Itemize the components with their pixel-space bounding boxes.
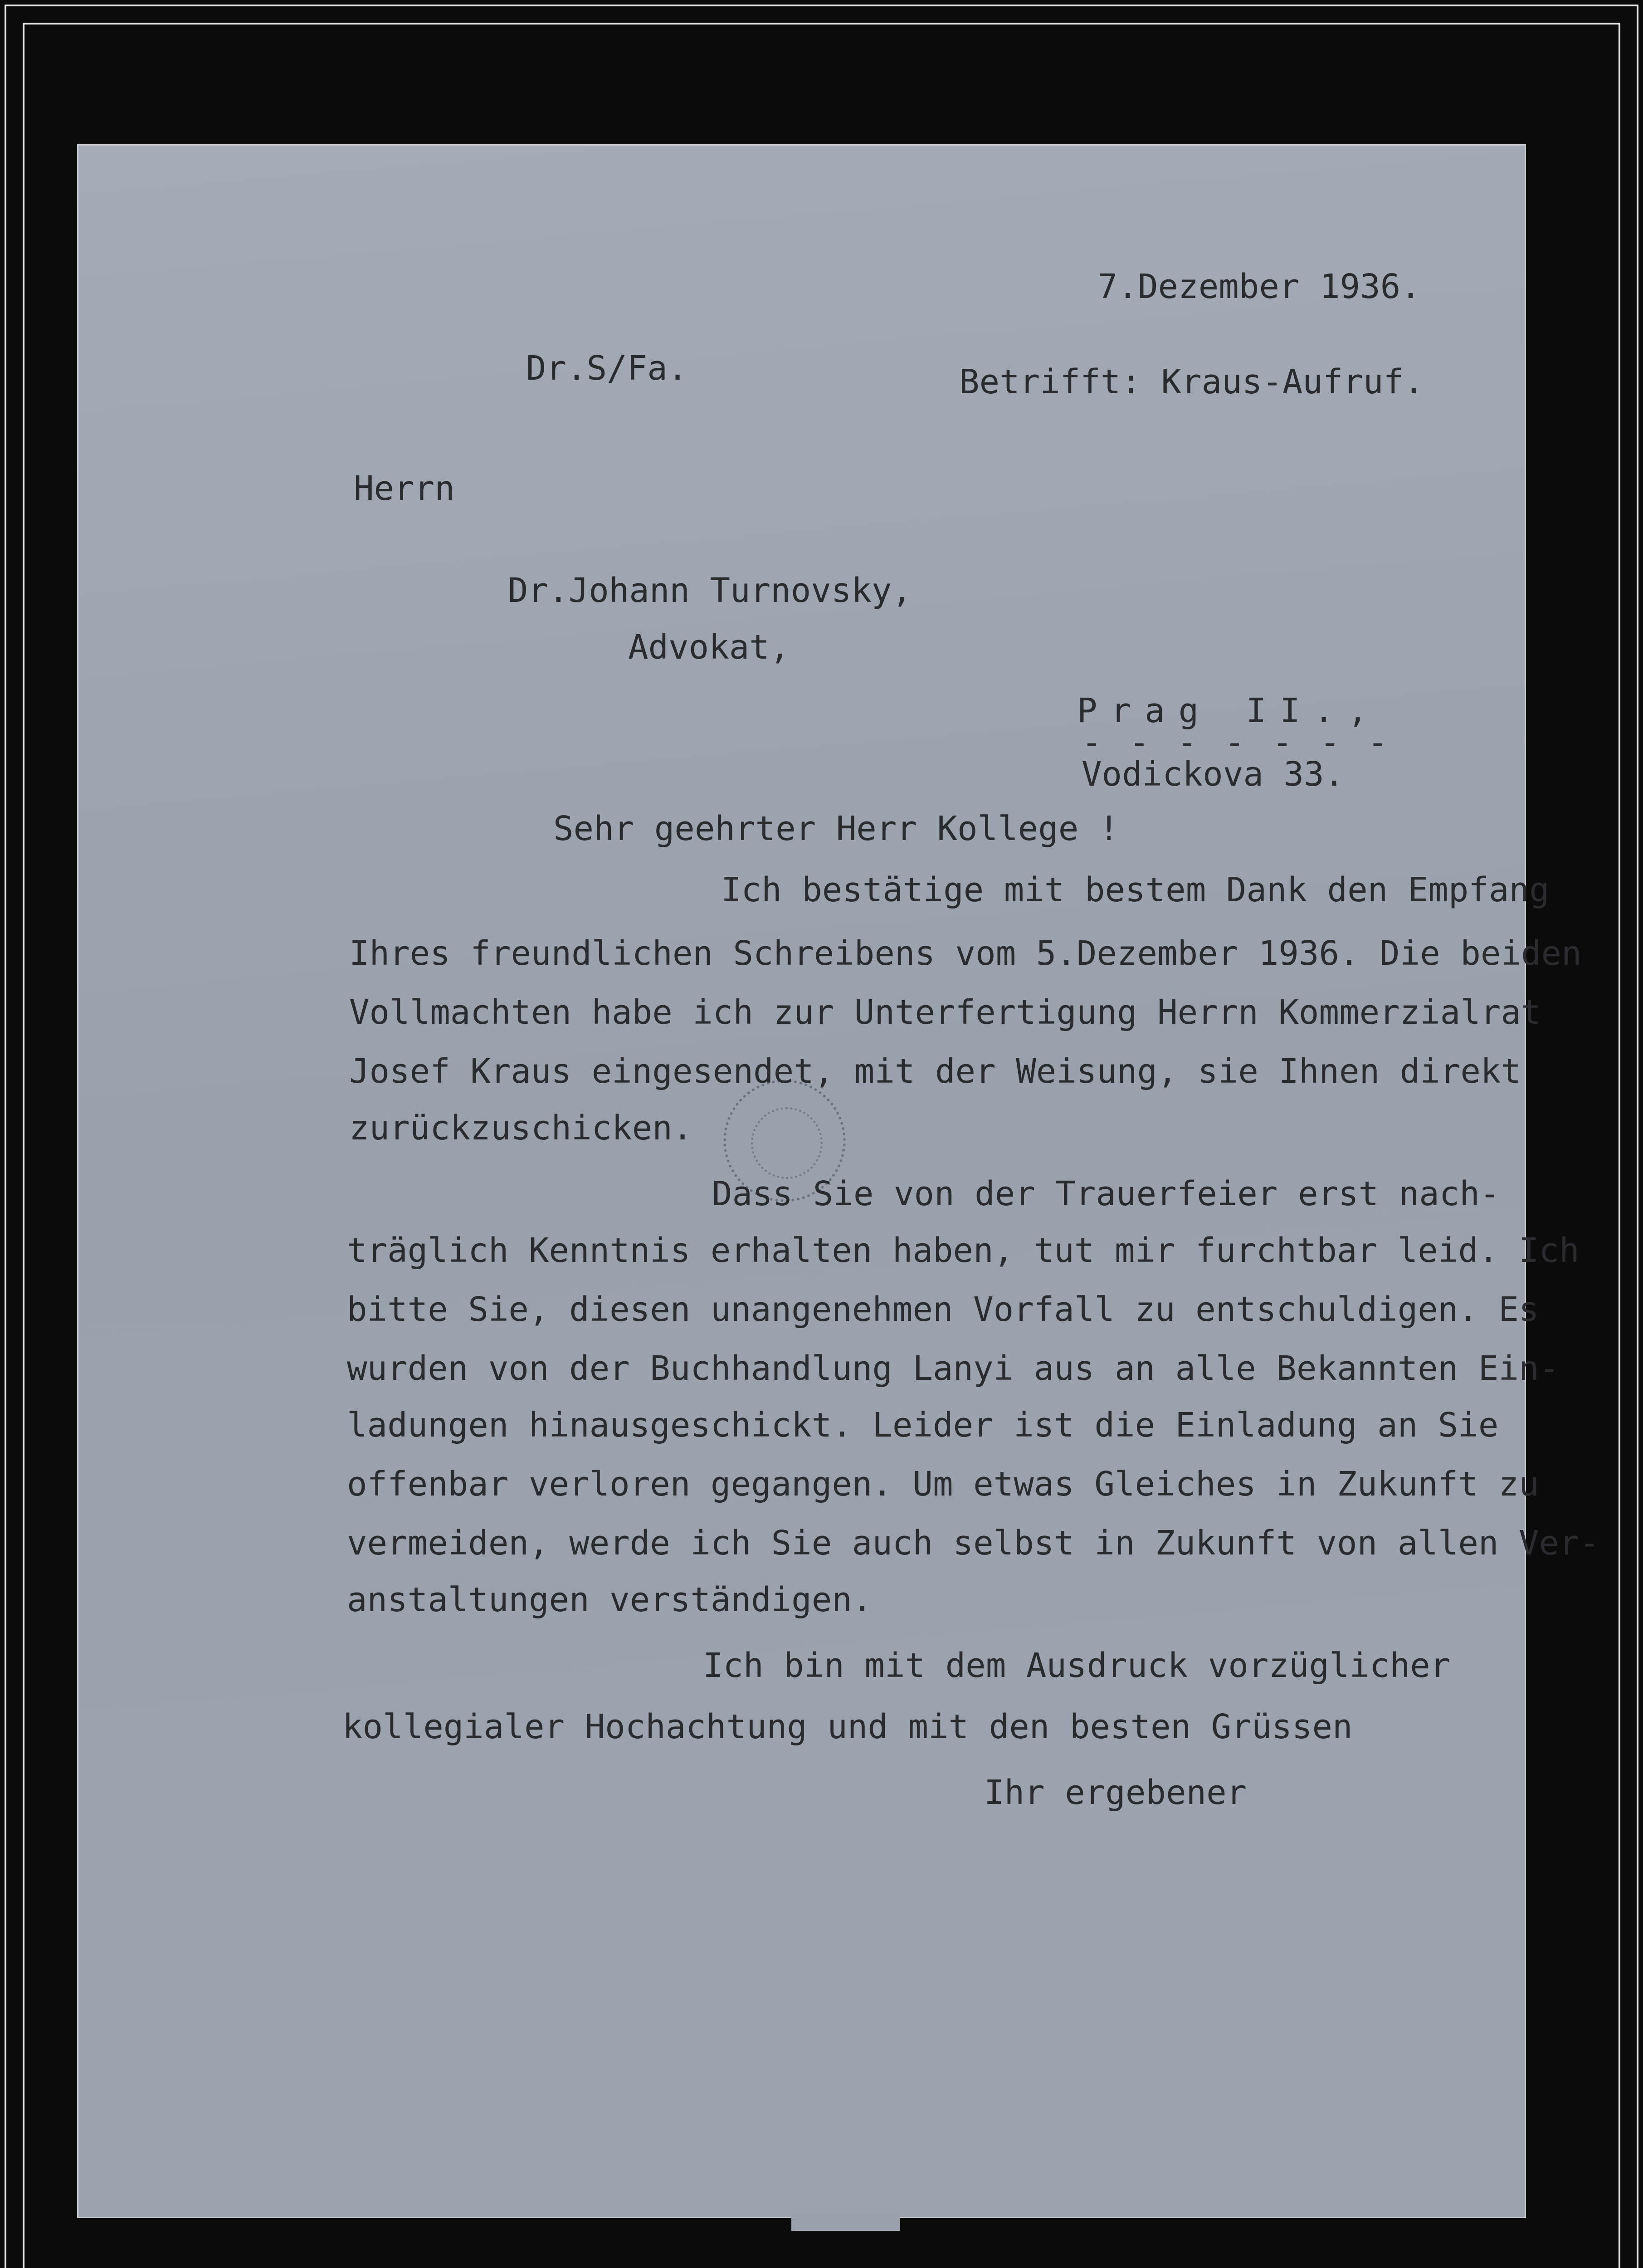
signoff: Ihr ergebener bbox=[984, 1773, 1247, 1812]
subject-line: Betrifft: Kraus-Aufruf. bbox=[959, 362, 1424, 401]
paragraph2-line: offenbar verloren gegangen. Um etwas Gleiches in Zukunft zu bbox=[347, 1465, 1539, 1504]
sheet-torn-edge bbox=[791, 2214, 900, 2231]
recipient-name: Dr.Johann Turnovsky, bbox=[508, 571, 912, 610]
closing-line: Ich bin mit dem Ausdruck vorzüglicher bbox=[703, 1646, 1451, 1685]
paragraph1-line: Vollmachten habe ich zur Unterfertigung Herrn Kommerzialrat bbox=[349, 993, 1541, 1032]
city-line: Prag II., bbox=[1077, 691, 1381, 730]
paragraph2-line: wurden von der Buchhandlung Lanyi aus an alle Bekannten Ein- bbox=[347, 1349, 1560, 1388]
paragraph1-line: Ich bestätige mit bestem Dank den Empfang bbox=[721, 870, 1550, 909]
paragraph2-line: ladungen hinausgeschickt. Leider ist die Einladung an Sie bbox=[347, 1406, 1499, 1445]
paragraph2-line: bitte Sie, diesen unangenehmen Vorfall zu entschuldigen. Es bbox=[347, 1290, 1539, 1329]
paragraph2-line: träglich Kenntnis erhalten haben, tut mir furchtbar leid. Ich bbox=[347, 1231, 1580, 1270]
paragraph2-line: Dass Sie von der Trauerfeier erst nach- bbox=[712, 1174, 1500, 1213]
paragraph1-line: zurückzuschicken. bbox=[349, 1109, 693, 1148]
street-line: Vodickova 33. bbox=[1082, 755, 1345, 794]
city-underline: - - - - - - - bbox=[1082, 723, 1392, 762]
reference-code: Dr.S/Fa. bbox=[526, 349, 688, 388]
paragraph1-line: Josef Kraus eingesendet, mit der Weisung, sie Ihnen direkt bbox=[349, 1052, 1521, 1091]
recipient-title: Advokat, bbox=[628, 628, 790, 667]
paragraph1-line: Ihres freundlichen Schreibens vom 5.Dezember 1936. Die beiden bbox=[349, 934, 1582, 973]
paragraph2-line: vermeiden, werde ich Sie auch selbst in Zukunft von allen Ver- bbox=[347, 1524, 1600, 1563]
salutation-to: Herrn bbox=[354, 469, 455, 508]
closing-line: kollegialer Hochachtung und mit den besten Grüssen bbox=[342, 1707, 1353, 1746]
greeting: Sehr geehrter Herr Kollege ! bbox=[553, 809, 1119, 848]
letter-date: 7.Dezember 1936. bbox=[1097, 267, 1421, 306]
paragraph2-line: anstaltungen verständigen. bbox=[347, 1580, 873, 1619]
